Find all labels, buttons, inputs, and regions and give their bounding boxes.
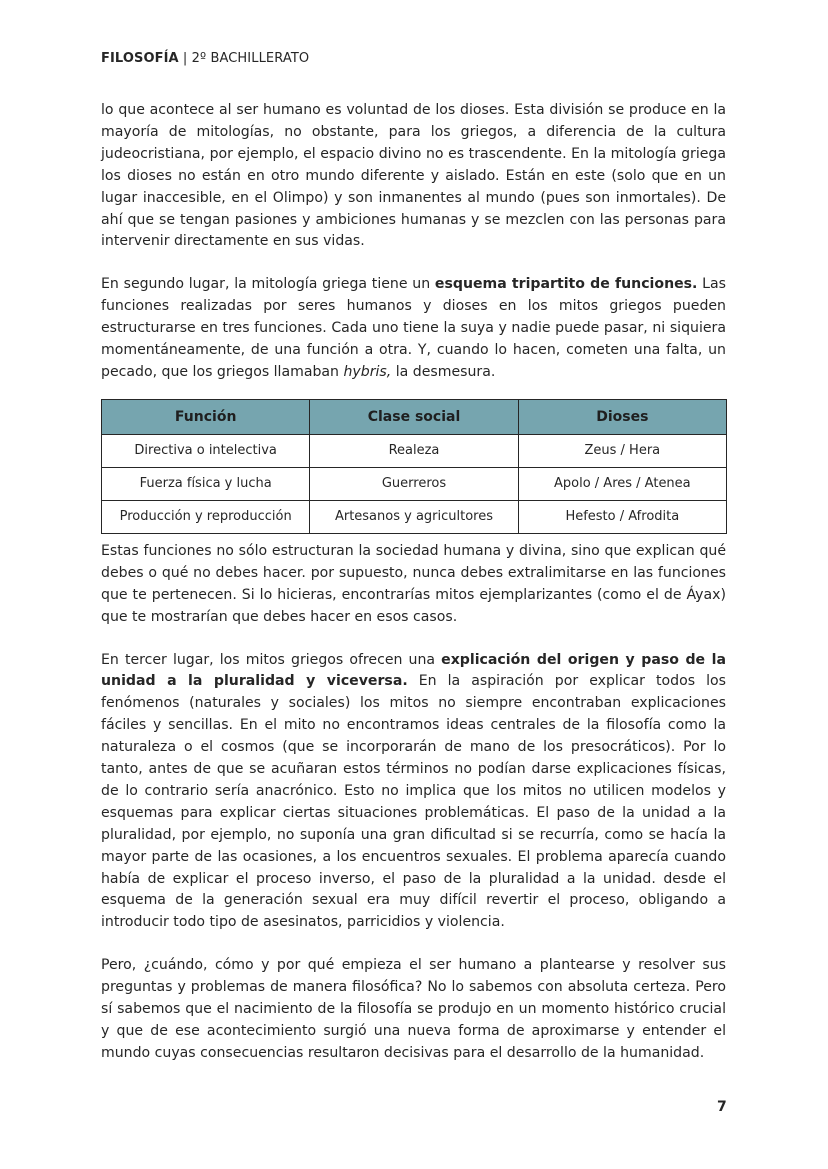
table-cell: Zeus / Hera [518, 434, 726, 467]
table-row [102, 467, 727, 500]
table-header-funcion: Función [102, 399, 310, 434]
table-row [102, 434, 727, 467]
table-cell: Artesanos y agricultores [310, 500, 518, 533]
page-body [101, 100, 726, 1065]
header-subject: FILOSOFÍA [101, 51, 179, 66]
paragraph-2-bold: esquema tripartito de funciones. [434, 276, 698, 293]
page-number: 7 [717, 1099, 727, 1115]
paragraph-2-text-e: la desmesura. [391, 363, 496, 380]
header-separator: | [178, 51, 192, 66]
table-header-row [102, 399, 727, 434]
table-cell: Hefesto / Afrodita [518, 500, 726, 533]
paragraph-4-text-c: En la aspiración por explicar todos los fenómenos (naturales y sociales) los mitos no siempre encontraban explicaciones fáciles y sencillas. En el mito no encontramos ideas centrales de la filosofía como la naturaleza o el cosmos (que se incorporarán de mano de los presocráticos). Por lo tanto, antes de que se acuñaran estos términos no podían darse explicaciones físicas, de lo contrario sería anacrónico. Esto no implica que los mitos no utilicen modelos y esquemas para explicar ciertas situaciones problemáticas. El paso de la unidad a la pluralidad, por ejemplo, no suponía una gran dificultad si se recurría, como se hacía la mayor parte de las ocasiones, a los encuentros sexuales. El problema aparecía cuando había de explicar el proceso inverso, el paso de la pluralidad a la unidad. desde el esquema de la generación sexual era muy difícil revertir el proceso, obligando a introducir todo tipo de asesinatos, parricidios y violencia. [101, 673, 726, 931]
paragraph-4-bold: explicación del origen y paso de la unidad a la pluralidad y viceversa. [101, 651, 726, 690]
table-cell: Apolo / Ares / Atenea [518, 467, 726, 500]
paragraph-2-italic: hybris, [343, 363, 392, 380]
functions-table [101, 399, 727, 534]
table-cell: Guerreros [310, 467, 518, 500]
table-cell: Fuerza física y lucha [102, 467, 310, 500]
paragraph-2-text-c: Las funciones realizadas por seres humanos y dioses en los mitos griegos pueden estructurarse en tres funciones. Cada uno tiene la suya y nadie puede pasar, ni siquiera momentáneamente, de una función a otra. Y, cuando lo hacen, cometen una falta, un pecado, que los griegos llamaban [101, 276, 726, 380]
page-header [101, 51, 309, 66]
table-header-clase-social: Clase social [310, 399, 518, 434]
paragraph-1: lo que acontece al ser humano es voluntad de los dioses. Esta división se produce en la mayoría de mitologías, no obstante, para los griegos, a diferencia de la cultura judeocristiana, por ejemplo, el espacio divino no es trascendente. En la mitología griega los dioses no están en otro mundo diferente y aislado. Están en este (solo que en un lugar inaccesible, en el Olimpo) y son inmanentes al mundo (pues son inmortales). De ahí que se tengan pasiones y ambiciones humanas y se mezclen con las personas para intervenir directamente en sus vidas. [101, 102, 726, 250]
table-row [102, 500, 727, 533]
paragraph-4 [101, 650, 726, 935]
paragraph-2-text-a: En segundo lugar, la mitología griega tiene un [101, 276, 435, 293]
paragraph-3: Estas funciones no sólo estructuran la sociedad humana y divina, sino que explican qué debes o qué no debes hacer. por supuesto, nunca debes extralimitarse en las funciones que te pertenecen. Si lo hicieras, encontrarías mitos ejemplarizantes (como el de Áyax) que te mostrarían que debes hacer en esos casos. [101, 542, 726, 625]
table-cell: Directiva o intelectiva [102, 434, 310, 467]
paragraph-5: Pero, ¿cuándo, cómo y por qué empieza el ser humano a plantearse y resolver sus preguntas y problemas de manera filosófica? No lo sabemos con absoluta certeza. Pero sí sabemos que el nacimiento de la filosofía se produjo en un momento histórico crucial y que de ese acontecimiento surgió una nueva forma de aproximarse y entender el mundo cuyas consecuencias resultaron decisivas para el desarrollo de la humanidad. [101, 957, 726, 1061]
paragraph-2 [101, 274, 726, 384]
table-cell: Producción y reproducción [102, 500, 310, 533]
table-header-dioses: Dioses [518, 399, 726, 434]
header-course: 2º BACHILLERATO [191, 51, 310, 66]
table-cell: Realeza [310, 434, 518, 467]
paragraph-4-text-a: En tercer lugar, los mitos griegos ofrecen una [101, 651, 442, 668]
